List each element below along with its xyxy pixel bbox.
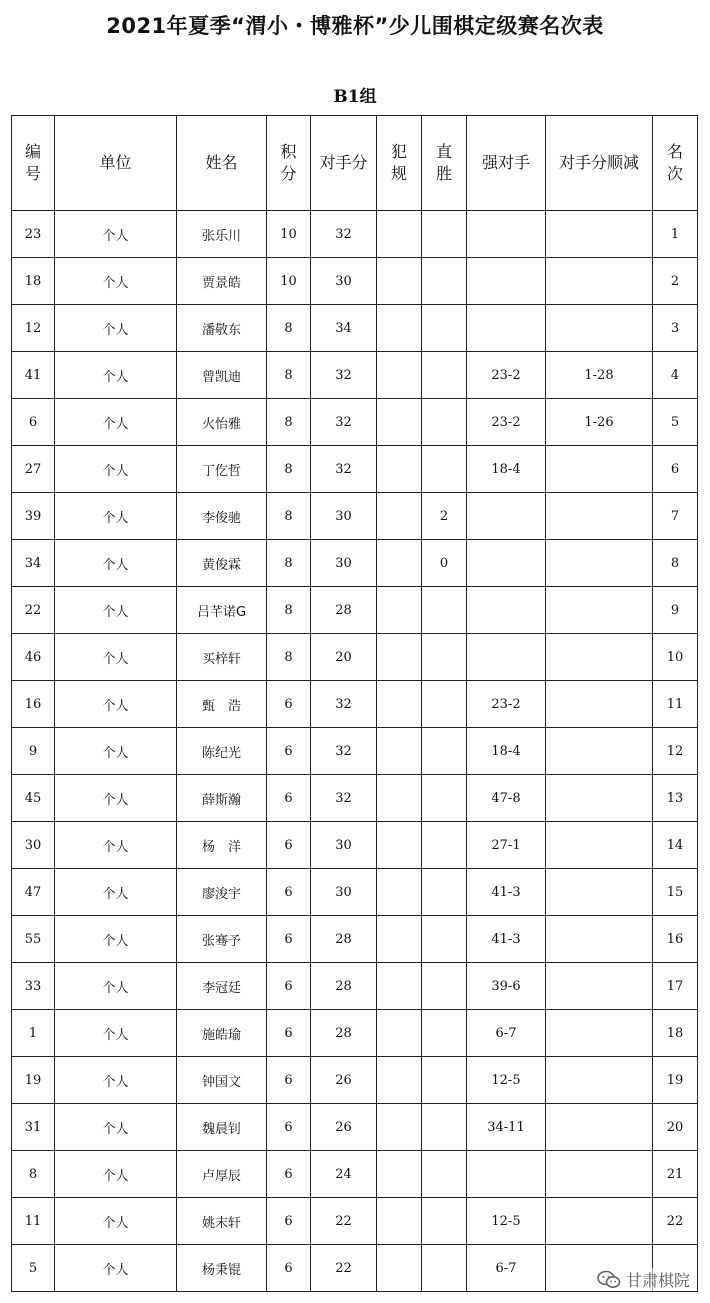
cell-id: 9 xyxy=(12,728,55,775)
wechat-icon xyxy=(597,1270,621,1290)
table-row xyxy=(12,1151,698,1198)
cell-strong-opponent: 34-11 xyxy=(467,1104,546,1151)
cell-score: 6 xyxy=(267,775,311,822)
cell-id: 41 xyxy=(12,352,55,399)
cell-foul xyxy=(377,822,422,869)
cell-unit: 个人 xyxy=(55,728,177,775)
table-row xyxy=(12,916,698,963)
table-row xyxy=(12,869,698,916)
cell-strong-opponent: 6-7 xyxy=(467,1245,546,1292)
cell-direct-win xyxy=(422,446,467,493)
cell-unit: 个人 xyxy=(55,1010,177,1057)
cell-opponent-score-desc xyxy=(546,493,653,540)
cell-name: 魏晨钊 xyxy=(177,1104,267,1151)
cell-rank: 12 xyxy=(653,728,698,775)
cell-strong-opponent xyxy=(467,540,546,587)
cell-opponent-score-desc xyxy=(546,446,653,493)
cell-score: 6 xyxy=(267,1151,311,1198)
ranking-table xyxy=(11,115,698,1292)
cell-unit: 个人 xyxy=(55,1245,177,1292)
cell-opponent-score-desc xyxy=(546,305,653,352)
cell-id: 5 xyxy=(12,1245,55,1292)
table-row xyxy=(12,822,698,869)
cell-score: 6 xyxy=(267,963,311,1010)
header-rank: 名次 xyxy=(653,116,698,211)
cell-opponent-score: 32 xyxy=(311,399,377,446)
cell-opponent-score-desc xyxy=(546,634,653,681)
cell-name: 丁仡哲 xyxy=(177,446,267,493)
cell-id: 22 xyxy=(12,587,55,634)
header-foul: 犯规 xyxy=(377,116,422,211)
cell-opponent-score: 30 xyxy=(311,493,377,540)
cell-rank: 22 xyxy=(653,1198,698,1245)
group-title: B1组 xyxy=(333,87,377,107)
cell-opponent-score-desc xyxy=(546,258,653,305)
cell-id: 47 xyxy=(12,869,55,916)
table-row xyxy=(12,1198,698,1245)
cell-id: 27 xyxy=(12,446,55,493)
cell-rank: 19 xyxy=(653,1057,698,1104)
cell-opponent-score-desc: 1-26 xyxy=(546,399,653,446)
cell-opponent-score: 28 xyxy=(311,587,377,634)
table-row xyxy=(12,1057,698,1104)
cell-name: 黄俊霖 xyxy=(177,540,267,587)
cell-name: 张乐川 xyxy=(177,211,267,258)
cell-rank: 1 xyxy=(653,211,698,258)
cell-id: 31 xyxy=(12,1104,55,1151)
header-name: 姓名 xyxy=(177,116,267,211)
cell-opponent-score: 30 xyxy=(311,869,377,916)
cell-score: 8 xyxy=(267,587,311,634)
cell-opponent-score: 28 xyxy=(311,916,377,963)
watermark-text: 甘肃棋院 xyxy=(625,1271,690,1290)
cell-name: 贾景皓 xyxy=(177,258,267,305)
cell-strong-opponent xyxy=(467,258,546,305)
table-row xyxy=(12,775,698,822)
cell-foul xyxy=(377,1151,422,1198)
cell-score: 10 xyxy=(267,211,311,258)
table-row xyxy=(12,1104,698,1151)
cell-unit: 个人 xyxy=(55,634,177,681)
cell-rank: 6 xyxy=(653,446,698,493)
table-row xyxy=(12,1245,698,1292)
cell-foul xyxy=(377,775,422,822)
header-score: 积分 xyxy=(267,116,311,211)
watermark xyxy=(597,1268,690,1291)
cell-rank: 21 xyxy=(653,1151,698,1198)
cell-opponent-score: 28 xyxy=(311,963,377,1010)
cell-name: 李俊驰 xyxy=(177,493,267,540)
cell-direct-win xyxy=(422,352,467,399)
cell-unit: 个人 xyxy=(55,540,177,587)
cell-id: 45 xyxy=(12,775,55,822)
header-opponent-score: 对手分 xyxy=(311,116,377,211)
cell-id: 11 xyxy=(12,1198,55,1245)
cell-rank: 8 xyxy=(653,540,698,587)
cell-name: 廖浚宇 xyxy=(177,869,267,916)
cell-direct-win xyxy=(422,869,467,916)
table-row xyxy=(12,728,698,775)
cell-strong-opponent: 23-2 xyxy=(467,681,546,728)
cell-direct-win xyxy=(422,916,467,963)
cell-foul xyxy=(377,1057,422,1104)
cell-opponent-score: 32 xyxy=(311,775,377,822)
cell-name: 甄 浩 xyxy=(177,681,267,728)
cell-opponent-score: 32 xyxy=(311,211,377,258)
cell-rank: 3 xyxy=(653,305,698,352)
cell-direct-win xyxy=(422,1057,467,1104)
cell-unit: 个人 xyxy=(55,587,177,634)
cell-opponent-score: 30 xyxy=(311,822,377,869)
cell-rank: 20 xyxy=(653,1104,698,1151)
cell-strong-opponent xyxy=(467,587,546,634)
cell-rank: 14 xyxy=(653,822,698,869)
table-row xyxy=(12,446,698,493)
cell-unit: 个人 xyxy=(55,916,177,963)
cell-foul xyxy=(377,352,422,399)
cell-rank: 18 xyxy=(653,1010,698,1057)
cell-id: 18 xyxy=(12,258,55,305)
cell-name: 火怡雅 xyxy=(177,399,267,446)
cell-foul xyxy=(377,305,422,352)
cell-id: 34 xyxy=(12,540,55,587)
cell-opponent-score: 32 xyxy=(311,352,377,399)
cell-unit: 个人 xyxy=(55,1104,177,1151)
cell-score: 6 xyxy=(267,1245,311,1292)
cell-direct-win: 2 xyxy=(422,493,467,540)
cell-direct-win xyxy=(422,822,467,869)
cell-id: 8 xyxy=(12,1151,55,1198)
table-row xyxy=(12,211,698,258)
cell-opponent-score: 30 xyxy=(311,258,377,305)
cell-unit: 个人 xyxy=(55,1057,177,1104)
cell-direct-win xyxy=(422,728,467,775)
cell-opponent-score: 26 xyxy=(311,1104,377,1151)
cell-strong-opponent: 23-2 xyxy=(467,399,546,446)
cell-strong-opponent: 18-4 xyxy=(467,728,546,775)
cell-foul xyxy=(377,1245,422,1292)
cell-name: 吕芊诺G xyxy=(177,587,267,634)
cell-opponent-score-desc xyxy=(546,775,653,822)
cell-opponent-score: 34 xyxy=(311,305,377,352)
table-row xyxy=(12,587,698,634)
cell-opponent-score: 24 xyxy=(311,1151,377,1198)
cell-foul xyxy=(377,211,422,258)
header-unit: 单位 xyxy=(55,116,177,211)
cell-id: 12 xyxy=(12,305,55,352)
cell-strong-opponent: 39-6 xyxy=(467,963,546,1010)
cell-foul xyxy=(377,1198,422,1245)
cell-score: 6 xyxy=(267,728,311,775)
cell-score: 6 xyxy=(267,681,311,728)
cell-foul xyxy=(377,728,422,775)
cell-opponent-score-desc xyxy=(546,822,653,869)
cell-id: 39 xyxy=(12,493,55,540)
cell-strong-opponent: 12-5 xyxy=(467,1198,546,1245)
cell-opponent-score: 30 xyxy=(311,540,377,587)
cell-opponent-score-desc xyxy=(546,963,653,1010)
cell-score: 8 xyxy=(267,540,311,587)
cell-direct-win xyxy=(422,211,467,258)
cell-opponent-score-desc xyxy=(546,211,653,258)
cell-name: 潘敬东 xyxy=(177,305,267,352)
cell-opponent-score-desc xyxy=(546,869,653,916)
cell-name: 施皓瑜 xyxy=(177,1010,267,1057)
cell-score: 8 xyxy=(267,634,311,681)
cell-name: 姚末轩 xyxy=(177,1198,267,1245)
cell-score: 8 xyxy=(267,446,311,493)
cell-opponent-score-desc xyxy=(546,1198,653,1245)
cell-score: 6 xyxy=(267,869,311,916)
cell-unit: 个人 xyxy=(55,681,177,728)
table-row xyxy=(12,493,698,540)
cell-strong-opponent xyxy=(467,493,546,540)
cell-direct-win xyxy=(422,1151,467,1198)
cell-score: 6 xyxy=(267,1104,311,1151)
cell-rank: 16 xyxy=(653,916,698,963)
cell-strong-opponent: 27-1 xyxy=(467,822,546,869)
cell-opponent-score-desc xyxy=(546,1104,653,1151)
cell-unit: 个人 xyxy=(55,493,177,540)
cell-unit: 个人 xyxy=(55,258,177,305)
cell-score: 8 xyxy=(267,352,311,399)
cell-name: 卢厚辰 xyxy=(177,1151,267,1198)
cell-foul xyxy=(377,587,422,634)
cell-opponent-score-desc xyxy=(546,728,653,775)
cell-rank: 7 xyxy=(653,493,698,540)
cell-unit: 个人 xyxy=(55,1198,177,1245)
cell-id: 30 xyxy=(12,822,55,869)
table-row xyxy=(12,1010,698,1057)
cell-foul xyxy=(377,1010,422,1057)
header-id: 编号 xyxy=(12,116,55,211)
cell-opponent-score: 32 xyxy=(311,446,377,493)
cell-opponent-score-desc xyxy=(546,681,653,728)
cell-direct-win: 0 xyxy=(422,540,467,587)
cell-name: 杨秉锟 xyxy=(177,1245,267,1292)
table-row xyxy=(12,305,698,352)
header-direct-win: 直胜 xyxy=(422,116,467,211)
cell-strong-opponent: 41-3 xyxy=(467,869,546,916)
cell-direct-win xyxy=(422,258,467,305)
cell-foul xyxy=(377,634,422,681)
cell-opponent-score: 28 xyxy=(311,1010,377,1057)
cell-strong-opponent: 6-7 xyxy=(467,1010,546,1057)
cell-strong-opponent: 23-2 xyxy=(467,352,546,399)
cell-strong-opponent: 47-8 xyxy=(467,775,546,822)
cell-unit: 个人 xyxy=(55,775,177,822)
header-opponent-score-desc: 对手分顺减 xyxy=(546,116,653,211)
cell-score: 6 xyxy=(267,822,311,869)
cell-id: 23 xyxy=(12,211,55,258)
cell-direct-win xyxy=(422,634,467,681)
cell-direct-win xyxy=(422,1010,467,1057)
cell-foul xyxy=(377,681,422,728)
cell-name: 张骞予 xyxy=(177,916,267,963)
cell-foul xyxy=(377,1104,422,1151)
cell-direct-win xyxy=(422,1198,467,1245)
cell-foul xyxy=(377,493,422,540)
table-row xyxy=(12,540,698,587)
cell-opponent-score: 22 xyxy=(311,1198,377,1245)
cell-id: 46 xyxy=(12,634,55,681)
cell-strong-opponent: 12-5 xyxy=(467,1057,546,1104)
cell-rank: 4 xyxy=(653,352,698,399)
cell-unit: 个人 xyxy=(55,822,177,869)
cell-unit: 个人 xyxy=(55,963,177,1010)
table-row xyxy=(12,352,698,399)
cell-rank: 13 xyxy=(653,775,698,822)
cell-foul xyxy=(377,399,422,446)
cell-score: 8 xyxy=(267,493,311,540)
cell-name: 买梓轩 xyxy=(177,634,267,681)
cell-name: 陈纪光 xyxy=(177,728,267,775)
table-row xyxy=(12,399,698,446)
cell-opponent-score: 32 xyxy=(311,681,377,728)
cell-direct-win xyxy=(422,775,467,822)
cell-name: 李冠廷 xyxy=(177,963,267,1010)
cell-opponent-score-desc xyxy=(546,1010,653,1057)
cell-score: 6 xyxy=(267,1198,311,1245)
cell-opponent-score-desc xyxy=(546,1057,653,1104)
cell-unit: 个人 xyxy=(55,399,177,446)
cell-unit: 个人 xyxy=(55,211,177,258)
cell-direct-win xyxy=(422,587,467,634)
table-row xyxy=(12,963,698,1010)
cell-score: 8 xyxy=(267,399,311,446)
cell-name: 钟国文 xyxy=(177,1057,267,1104)
table-row xyxy=(12,258,698,305)
table-body xyxy=(12,211,698,1292)
cell-unit: 个人 xyxy=(55,352,177,399)
cell-rank: 11 xyxy=(653,681,698,728)
cell-id: 19 xyxy=(12,1057,55,1104)
cell-score: 6 xyxy=(267,916,311,963)
cell-unit: 个人 xyxy=(55,446,177,493)
cell-id: 16 xyxy=(12,681,55,728)
cell-strong-opponent xyxy=(467,634,546,681)
cell-opponent-score-desc xyxy=(546,540,653,587)
cell-opponent-score: 20 xyxy=(311,634,377,681)
cell-strong-opponent: 41-3 xyxy=(467,916,546,963)
cell-direct-win xyxy=(422,681,467,728)
cell-direct-win xyxy=(422,399,467,446)
cell-id: 55 xyxy=(12,916,55,963)
cell-opponent-score: 26 xyxy=(311,1057,377,1104)
cell-id: 1 xyxy=(12,1010,55,1057)
cell-unit: 个人 xyxy=(55,305,177,352)
cell-opponent-score-desc: 1-28 xyxy=(546,352,653,399)
cell-name: 杨 洋 xyxy=(177,822,267,869)
cell-unit: 个人 xyxy=(55,869,177,916)
cell-rank: 2 xyxy=(653,258,698,305)
table-row xyxy=(12,681,698,728)
cell-opponent-score: 22 xyxy=(311,1245,377,1292)
cell-strong-opponent xyxy=(467,305,546,352)
cell-unit: 个人 xyxy=(55,1151,177,1198)
cell-direct-win xyxy=(422,1104,467,1151)
cell-id: 6 xyxy=(12,399,55,446)
cell-direct-win xyxy=(422,305,467,352)
cell-score: 6 xyxy=(267,1010,311,1057)
cell-score: 10 xyxy=(267,258,311,305)
cell-foul xyxy=(377,916,422,963)
cell-foul xyxy=(377,446,422,493)
cell-foul xyxy=(377,258,422,305)
cell-foul xyxy=(377,540,422,587)
cell-direct-win xyxy=(422,1245,467,1292)
cell-score: 6 xyxy=(267,1057,311,1104)
table-row xyxy=(12,634,698,681)
table-header-row xyxy=(12,116,698,211)
cell-strong-opponent xyxy=(467,211,546,258)
header-strong-opponent: 强对手 xyxy=(467,116,546,211)
page-title: 2021年夏季“渭小・博雅杯”少儿围棋定级赛名次表 xyxy=(106,14,604,38)
cell-rank: 10 xyxy=(653,634,698,681)
cell-rank: 5 xyxy=(653,399,698,446)
cell-strong-opponent xyxy=(467,1151,546,1198)
cell-strong-opponent: 18-4 xyxy=(467,446,546,493)
cell-foul xyxy=(377,963,422,1010)
cell-score: 8 xyxy=(267,305,311,352)
cell-opponent-score-desc xyxy=(546,1151,653,1198)
cell-direct-win xyxy=(422,963,467,1010)
cell-id: 33 xyxy=(12,963,55,1010)
cell-opponent-score-desc xyxy=(546,916,653,963)
cell-rank: 9 xyxy=(653,587,698,634)
cell-rank: 17 xyxy=(653,963,698,1010)
cell-foul xyxy=(377,869,422,916)
cell-opponent-score: 32 xyxy=(311,728,377,775)
cell-rank: 15 xyxy=(653,869,698,916)
cell-name: 薛斯瀚 xyxy=(177,775,267,822)
cell-opponent-score-desc xyxy=(546,587,653,634)
cell-name: 曾凯迪 xyxy=(177,352,267,399)
